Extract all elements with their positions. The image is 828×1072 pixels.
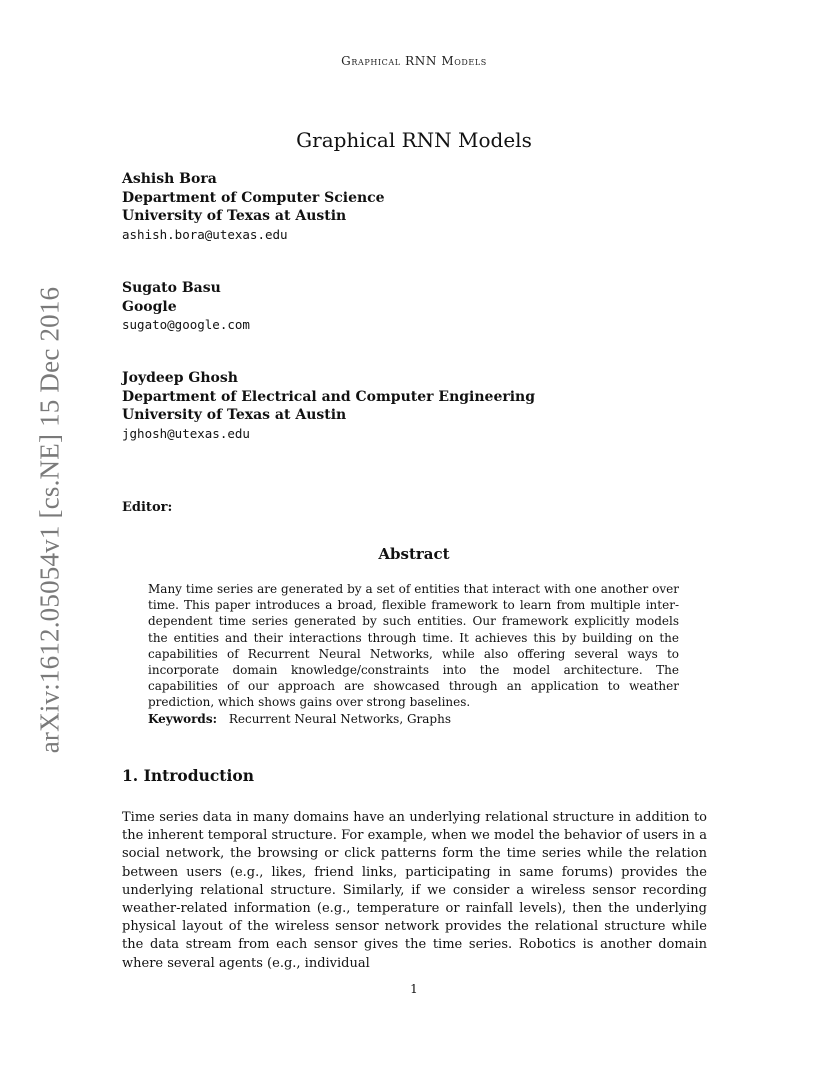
running-head: Graphical RNN Models (341, 54, 487, 68)
author-name: Joydeep Ghosh (122, 370, 238, 386)
author-block (122, 170, 385, 244)
keywords-label: Keywords: (148, 712, 218, 726)
section-body: Time series data in many domains have an underlying relational structure in addition to the inherent temporal structure. For example, when we model the behavior of users in a social network, the browsing or click patterns form the time series while the relation between users (e.g., likes, friend links, participating in same forums) provides the underlying relational structure. Similarly, if we consider a wireless sensor recording weather-related information (e.g., temperature or rainfall levels), then the underlying physical layout of the wireless sensor network provides the relational structure while the data stream from each sensor gives the time series. Robotics is another domain where several agents (e.g., individual (122, 810, 707, 971)
author-affiliation: Department of Computer Science (122, 189, 385, 206)
arxiv-stamp: arXiv:1612.05054v1 [cs.NE] 15 Dec 2016 (34, 286, 65, 754)
author-email: jghosh@utexas.edu (122, 425, 250, 441)
abstract-body: Many time series are generated by a set of entities that interact with one another over time. This paper introduces a broad, flexible framework to learn from multiple inter-dependent time series generated by such entities. Our framework explicitly models the entities and their interactions through time. It achieves this by building on the capabilities of Recurrent Neural Networks, while also offering several ways to incorporate domain knowledge/constraints into the model architecture. The capabilities of our approach are showcased through an application to weather prediction, which shows gains over strong baselines. (148, 582, 679, 710)
author-affiliation: Google (122, 298, 177, 315)
section-heading: 1. Introduction (122, 766, 254, 785)
author-affiliation: University of Texas at Austin (122, 407, 347, 423)
keywords-value: Recurrent Neural Networks, Graphs (228, 712, 452, 726)
page-number: 1 (410, 982, 418, 996)
author-affiliation: University of Texas at Austin (122, 208, 347, 224)
author-block (122, 279, 250, 335)
editor-label: Editor: (122, 500, 173, 515)
abstract-heading: Abstract (378, 545, 450, 563)
paper-title: Graphical RNN Models (296, 128, 532, 152)
author-email: ashish.bora@utexas.edu (122, 226, 288, 242)
author-name: Ashish Bora (122, 171, 217, 187)
keywords (148, 712, 451, 726)
author-email: sugato@google.com (122, 317, 250, 332)
author-affiliation: Department of Electrical and Computer Engineering (122, 388, 536, 405)
author-name: Sugato Basu (122, 280, 221, 296)
author-block (122, 369, 535, 443)
